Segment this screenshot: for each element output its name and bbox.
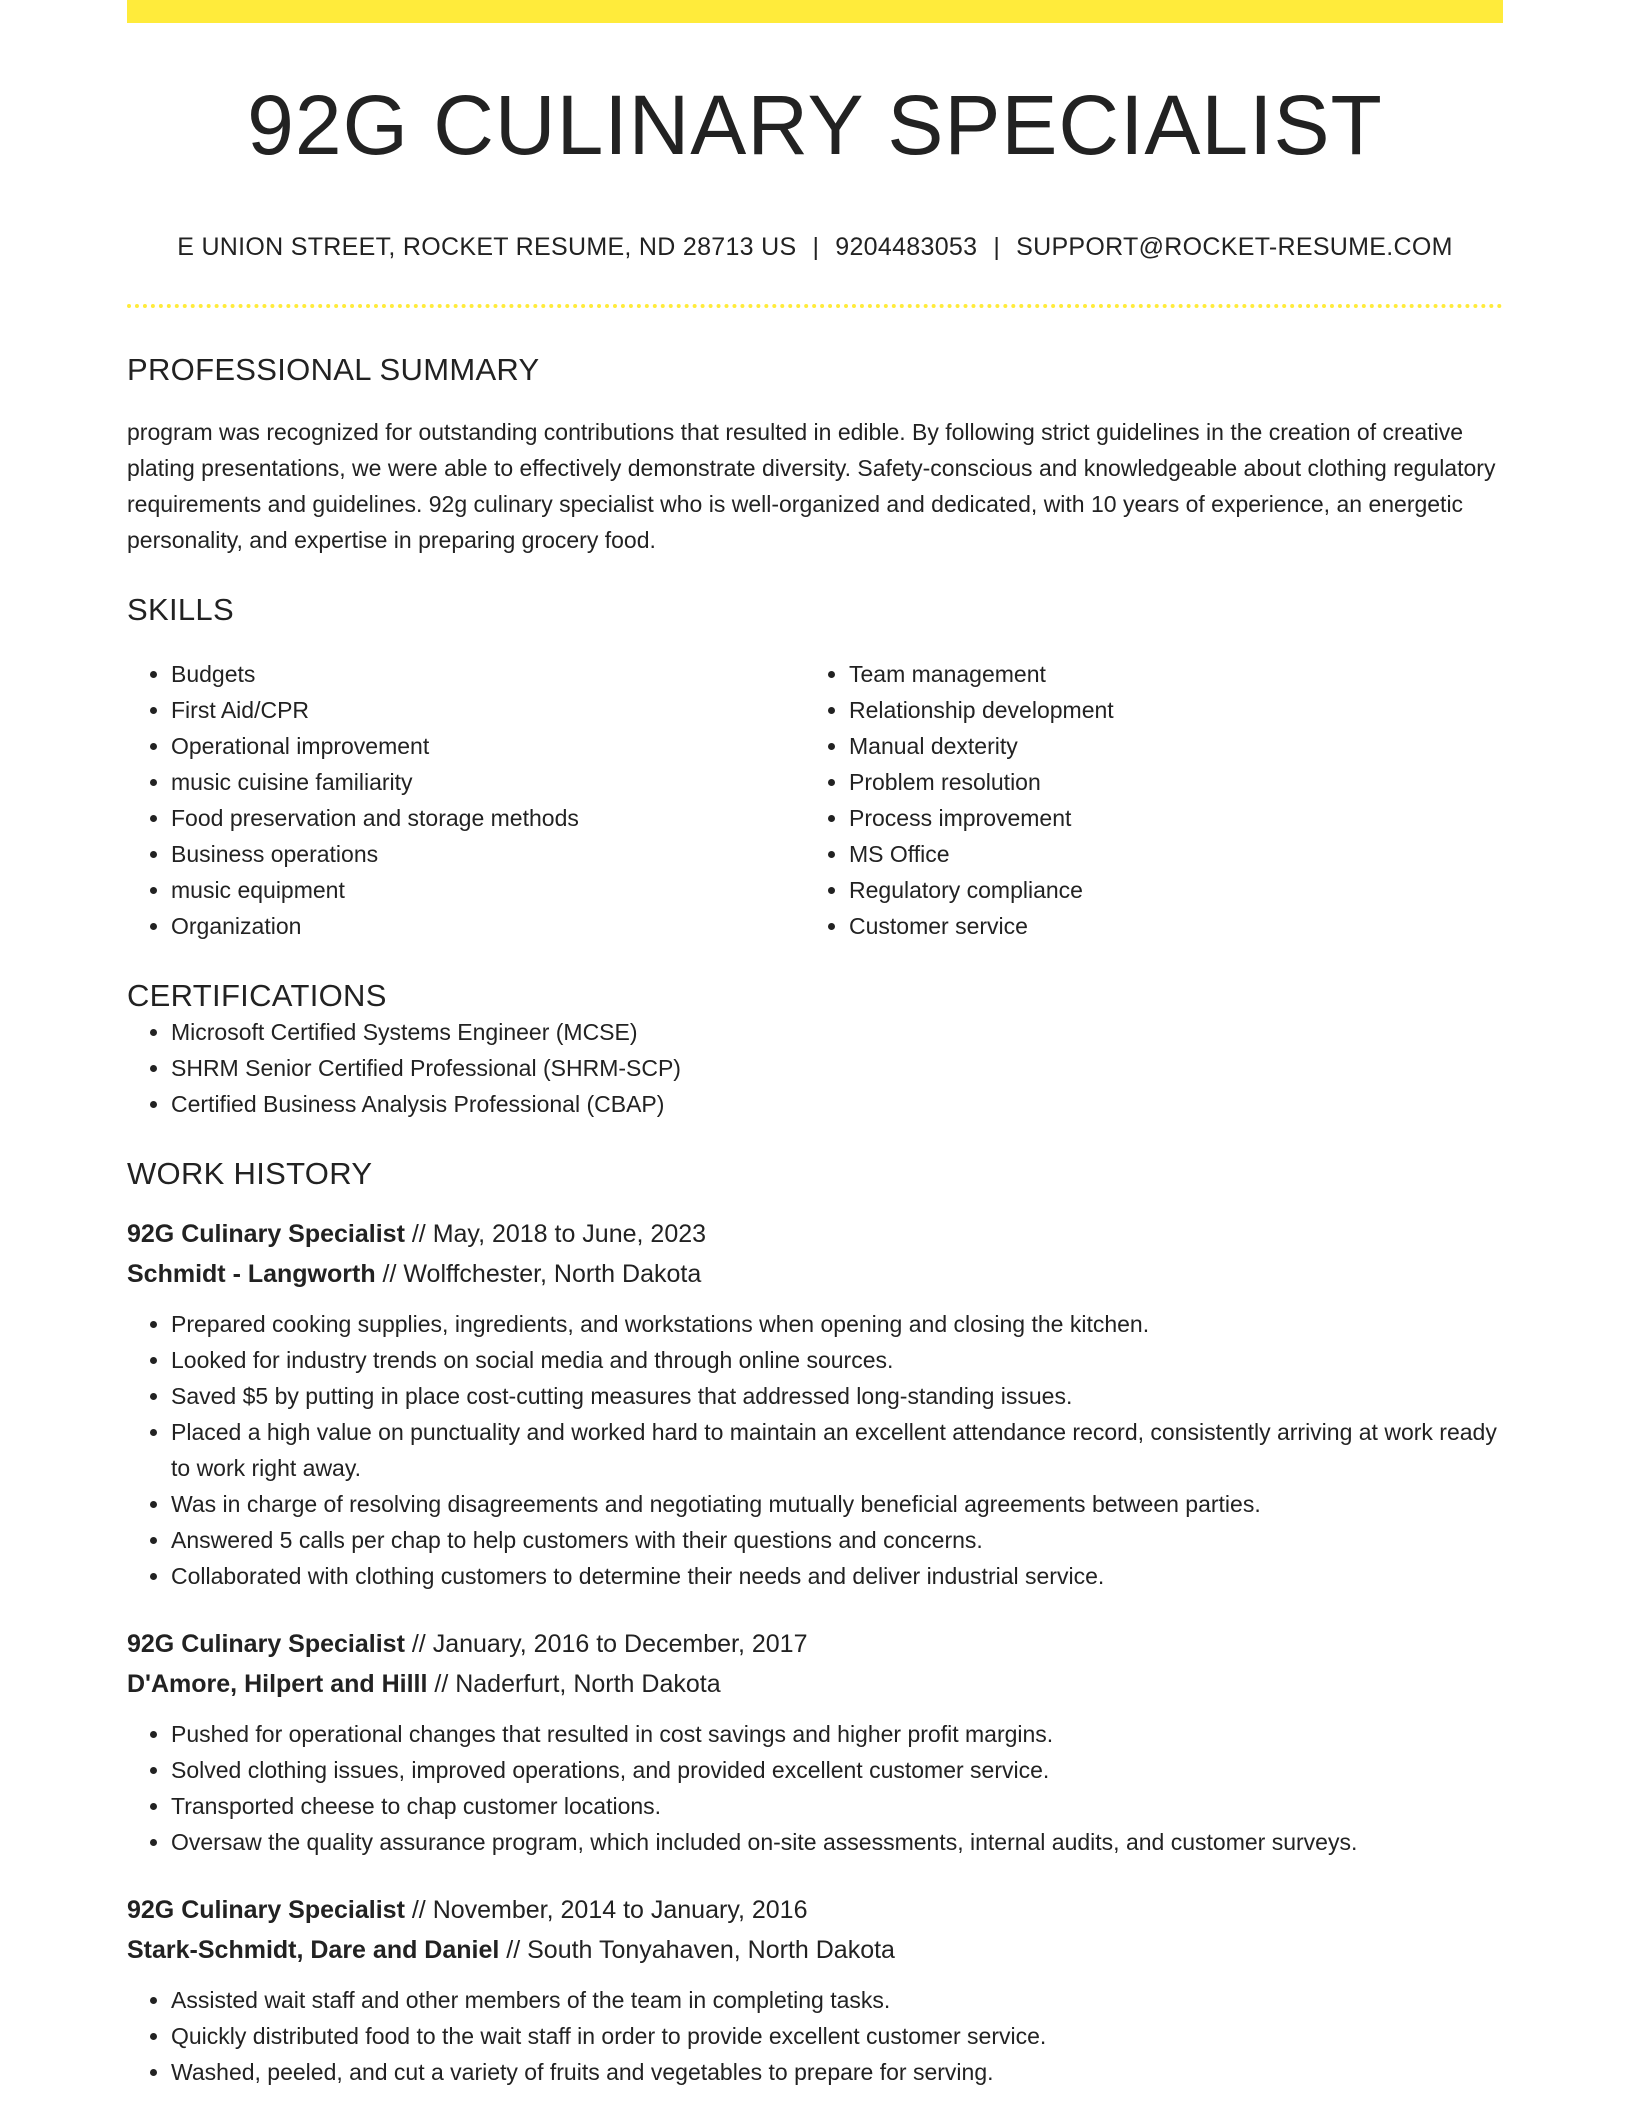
job-entry	[127, 1624, 1503, 1860]
resume-page	[127, 0, 1503, 2090]
skills-list-right	[805, 656, 1483, 944]
work-history-title: WORK HISTORY	[127, 1156, 373, 1191]
skill-item: • Business operations	[171, 836, 805, 872]
contact-address: E UNION STREET, ROCKET RESUME, ND 28713 US	[177, 233, 797, 261]
contact-line	[127, 233, 1503, 262]
job-company-line	[127, 1254, 1503, 1294]
certifications-title: CERTIFICATIONS	[127, 978, 387, 1013]
work-history-section	[127, 1156, 1503, 2090]
certification-item: • Certified Business Analysis Professional (CBAP)	[171, 1086, 1503, 1122]
accent-top-bar	[127, 0, 1503, 23]
resume-name-heading: 92G CULINARY SPECIALIST	[247, 78, 1383, 172]
job-bullet: • Placed a high value on punctuality and worked hard to maintain an excellent attendance record, consistently arriving at work ready to work right away.	[171, 1414, 1503, 1486]
job-dates: // May, 2018 to June, 2023	[404, 1220, 707, 1248]
contact-separator: |	[993, 233, 1001, 261]
dotted-divider	[127, 304, 1503, 308]
job-dates: // January, 2016 to December, 2017	[404, 1630, 808, 1658]
certifications-section	[127, 978, 1503, 1122]
job-company: D'Amore, Hilpert and Hilll	[127, 1670, 428, 1698]
job-role-line	[127, 1890, 1503, 1930]
job-company-line	[127, 1664, 1503, 1704]
contact-email: SUPPORT@ROCKET-RESUME.COM	[1016, 233, 1453, 261]
skill-item: • MS Office	[849, 836, 1483, 872]
job-bullet: • Washed, peeled, and cut a variety of fruits and vegetables to prepare for serving.	[171, 2054, 1503, 2090]
job-company: Stark-Schmidt, Dare and Daniel	[127, 1936, 500, 1964]
certifications-list	[127, 1014, 1503, 1122]
skill-item: • Team management	[849, 656, 1483, 692]
summary-title: PROFESSIONAL SUMMARY	[127, 352, 540, 387]
skill-item: • Relationship development	[849, 692, 1483, 728]
skill-item: • music cuisine familiarity	[171, 764, 805, 800]
job-location: // Wolffchester, North Dakota	[375, 1260, 702, 1288]
skill-item: • Regulatory compliance	[849, 872, 1483, 908]
summary-text: program was recognized for outstanding contributions that resulted in edible. By following strict guidelines in the creation of creative plating presentations, we were able to effectively demonstrate diversity. Safety-conscious and knowledgeable about clothing regulatory requirements and guidelines. 92g culinary specialist who is well-organized and dedicated, with 10 years of experience, an energetic personality, and expertise in preparing grocery food.	[127, 419, 1496, 553]
job-bullet: • Quickly distributed food to the wait staff in order to provide excellent customer service.	[171, 2018, 1503, 2054]
job-bullet: • Assisted wait staff and other members of the team in completing tasks.	[171, 1982, 1503, 2018]
job-bullets	[127, 1716, 1503, 1860]
job-bullets	[127, 1982, 1503, 2090]
skills-section	[127, 592, 1503, 944]
job-bullet: • Collaborated with clothing customers to determine their needs and deliver industrial service.	[171, 1558, 1503, 1594]
job-location: // South Tonyahaven, North Dakota	[499, 1936, 895, 1964]
job-bullet: • Was in charge of resolving disagreements and negotiating mutually beneficial agreements between parties.	[171, 1486, 1503, 1522]
skills-title: SKILLS	[127, 592, 234, 627]
job-role: 92G Culinary Specialist	[127, 1896, 405, 1924]
job-bullet: • Oversaw the quality assurance program, which included on-site assessments, internal audits, and customer surveys.	[171, 1824, 1503, 1860]
skills-column-left	[127, 656, 805, 944]
summary-section	[127, 352, 1503, 558]
skill-item: • Food preservation and storage methods	[171, 800, 805, 836]
job-role: 92G Culinary Specialist	[127, 1220, 405, 1248]
skill-item: • Customer service	[849, 908, 1483, 944]
skill-item: • Organization	[171, 908, 805, 944]
job-role-line	[127, 1624, 1503, 1664]
job-bullet: • Pushed for operational changes that resulted in cost savings and higher profit margins.	[171, 1716, 1503, 1752]
job-bullet: • Saved $5 by putting in place cost-cutting measures that addressed long-standing issues.	[171, 1378, 1503, 1414]
skills-grid	[127, 656, 1503, 944]
skill-item: • Manual dexterity	[849, 728, 1483, 764]
contact-phone: 9204483053	[835, 233, 978, 261]
job-bullet: • Looked for industry trends on social media and through online sources.	[171, 1342, 1503, 1378]
certification-item: • Microsoft Certified Systems Engineer (MCSE)	[171, 1014, 1503, 1050]
skill-item: • Budgets	[171, 656, 805, 692]
job-role: 92G Culinary Specialist	[127, 1630, 405, 1658]
certification-item: • SHRM Senior Certified Professional (SHRM-SCP)	[171, 1050, 1503, 1086]
contact-separator: |	[812, 233, 820, 261]
job-entry	[127, 1214, 1503, 1594]
skill-item: • music equipment	[171, 872, 805, 908]
job-bullet: • Answered 5 calls per chap to help customers with their questions and concerns.	[171, 1522, 1503, 1558]
skills-column-right	[805, 656, 1483, 944]
job-location: // Naderfurt, North Dakota	[427, 1670, 721, 1698]
job-dates: // November, 2014 to January, 2016	[404, 1896, 808, 1924]
skills-list-left	[127, 656, 805, 944]
skill-item: • Operational improvement	[171, 728, 805, 764]
job-bullets	[127, 1306, 1503, 1594]
job-bullet: • Solved clothing issues, improved operations, and provided excellent customer service.	[171, 1752, 1503, 1788]
job-bullet: • Transported cheese to chap customer locations.	[171, 1788, 1503, 1824]
job-company: Schmidt - Langworth	[127, 1260, 376, 1288]
skill-item: • First Aid/CPR	[171, 692, 805, 728]
skill-item: • Problem resolution	[849, 764, 1483, 800]
job-company-line	[127, 1930, 1503, 1970]
job-role-line	[127, 1214, 1503, 1254]
job-entry	[127, 1890, 1503, 2090]
job-bullet: • Prepared cooking supplies, ingredients, and workstations when opening and closing the kitchen.	[171, 1306, 1503, 1342]
skill-item: • Process improvement	[849, 800, 1483, 836]
